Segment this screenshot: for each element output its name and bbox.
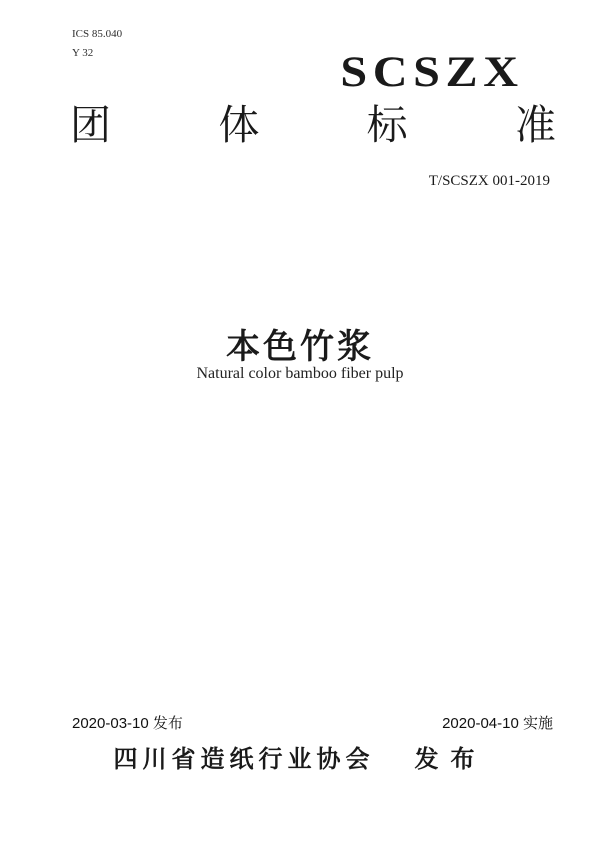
standard-type-char-2: 体 [218, 102, 260, 148]
classification-code: Y 32 [72, 47, 94, 59]
issue-date: 2020-03-10 [72, 715, 149, 732]
issue-date-label: 发布 [152, 715, 183, 732]
ics-code: ICS 85.040 [72, 28, 123, 40]
issuer-row [0, 739, 600, 774]
document-title-en: Natural color bamboo fiber pulp [196, 365, 404, 382]
issuing-action-label: 发布 [414, 746, 487, 773]
implement-date-label: 实施 [522, 715, 553, 732]
implement-date-block [442, 712, 553, 733]
standard-number: T/SCSZX 001-2019 [428, 173, 550, 189]
issue-date-block [72, 712, 183, 733]
ics-block [72, 25, 122, 63]
standard-type-heading [70, 103, 556, 148]
standard-type-char-1: 团 [70, 102, 111, 148]
standard-type-char-4: 准 [514, 102, 556, 148]
standard-type-char-3: 标 [366, 102, 408, 148]
document-title-cn: 本色竹浆 [226, 328, 374, 366]
implement-date: 2020-04-10 [442, 715, 519, 732]
dates-row [72, 712, 553, 733]
scszx-logo: SCSZX [340, 49, 524, 96]
issuing-organization: 四川省造纸行业协会 [113, 746, 375, 773]
